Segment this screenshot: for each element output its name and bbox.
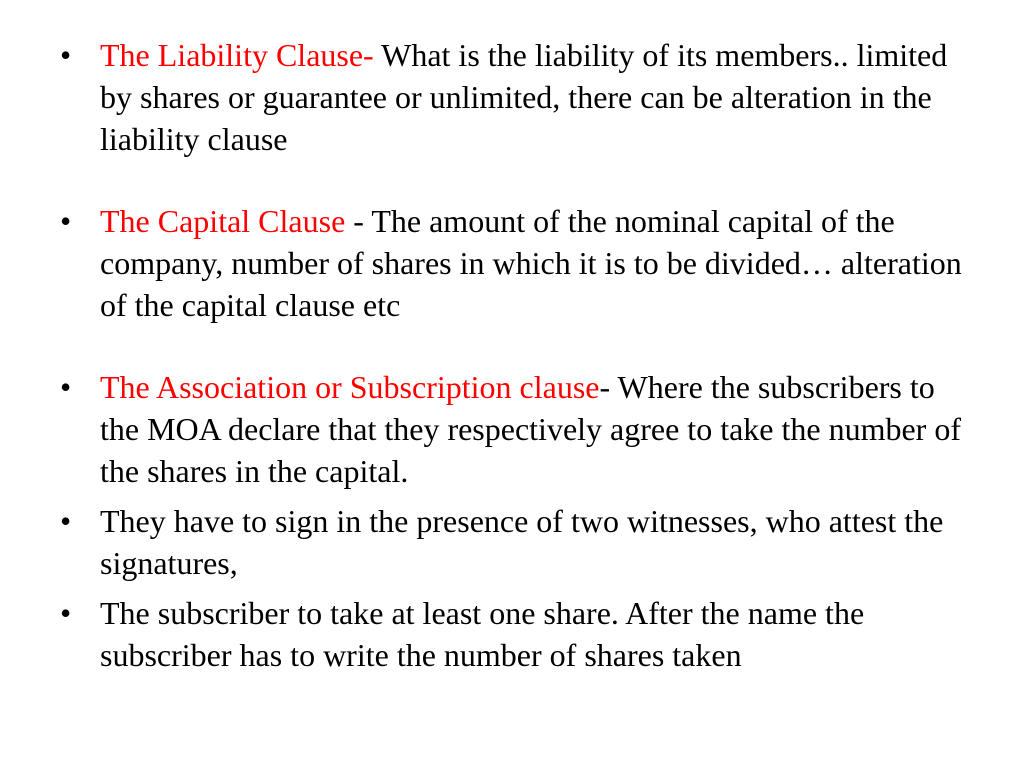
bullet-list — [56, 34, 976, 676]
bullet-icon: • — [60, 369, 72, 405]
bullet-icon: • — [60, 503, 72, 539]
bullet-icon: • — [60, 203, 72, 239]
witnesses-item — [56, 500, 976, 584]
capital-clause-heading: The Capital Clause — [100, 203, 346, 239]
witnesses-text: They have to sign in the presence of two witnesses, who attest the signatures, — [100, 503, 944, 581]
capital-clause-text: - The amount of the nominal capital of the company, number of shares in which it is to be divided… alteration of the capital clause etc — [100, 203, 962, 323]
liability-clause-heading: The Liability Clause- — [100, 37, 374, 73]
bullet-icon: • — [60, 595, 72, 631]
liability-clause-text: What is the liability of its members.. limited by shares or guarantee or unlimited, there can be alteration in the liability clause — [100, 37, 948, 157]
bullet-icon: • — [60, 37, 72, 73]
capital-clause-item — [56, 200, 976, 326]
association-clause-text: - Where the subscribers to the MOA declare that they respectively agree to take the number of the shares in the capital. — [100, 369, 961, 489]
subscriber-share-text: The subscriber to take at least one share. After the name the subscriber has to write the number of shares taken — [100, 595, 865, 673]
association-clause-heading: The Association or Subscription clause — [100, 369, 600, 405]
liability-clause-item — [56, 34, 976, 160]
association-clause-item — [56, 366, 976, 492]
subscriber-share-item — [56, 592, 976, 676]
